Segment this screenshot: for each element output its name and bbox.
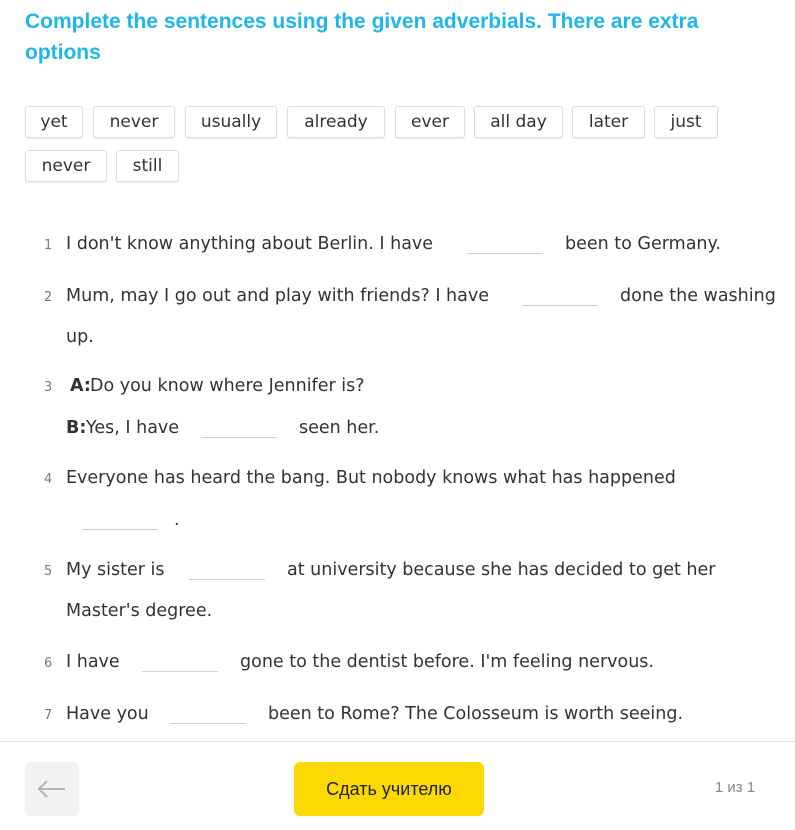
answer-blank[interactable] — [142, 671, 218, 672]
question-number: 6 — [44, 656, 53, 671]
answer-blank[interactable] — [522, 305, 598, 306]
speaker-b: B: — [66, 418, 87, 438]
word-chip[interactable]: yet — [25, 106, 83, 138]
word-chip[interactable]: usually — [185, 106, 277, 138]
speaker-a: A: — [70, 376, 91, 396]
word-chip[interactable]: never — [93, 106, 175, 138]
question-number: 3 — [44, 380, 53, 395]
word-chip[interactable]: never — [25, 150, 107, 182]
word-chip[interactable]: already — [287, 106, 385, 138]
question-text-after: been to Rome? The Colosseum is worth seeing. — [268, 704, 684, 724]
word-chip[interactable]: later — [572, 106, 645, 138]
question-text-before: My sister is — [66, 560, 165, 580]
question-text-before: Yes, I have — [86, 418, 180, 438]
question-text-after-continued: up. — [66, 327, 94, 347]
answer-blank[interactable] — [170, 723, 246, 724]
question-text-after: been to Germany. — [565, 234, 721, 254]
question-text-after: at university because she has decided to get her — [287, 560, 716, 580]
footer-bar — [0, 741, 795, 830]
question-text-after: seen her. — [299, 418, 380, 438]
question-number: 4 — [44, 472, 53, 487]
question-text-before: Have you — [66, 704, 149, 724]
speaker-label-a — [70, 376, 91, 396]
page-indicator: 1 из 1 — [714, 779, 756, 796]
question-text-after: done the washing — [620, 286, 776, 306]
question-text-before: I have — [66, 652, 120, 672]
answer-blank[interactable] — [189, 579, 265, 580]
question-text-after-continued: Master's degree. — [66, 601, 213, 621]
answer-blank[interactable] — [201, 437, 277, 438]
word-chip[interactable]: all day — [474, 106, 563, 138]
question-text-after: gone to the dentist before. I'm feeling nervous. — [240, 652, 654, 672]
word-chip[interactable]: ever — [395, 106, 465, 138]
task-title: Complete the sentences using the given adverbials. There are extra options — [25, 10, 699, 64]
question-text-before: Everyone has heard the bang. But nobody knows what has happened — [66, 468, 676, 488]
answer-blank[interactable] — [467, 253, 543, 254]
arrow-left-icon — [25, 762, 79, 816]
question-number: 5 — [44, 564, 53, 579]
speaker-label-b — [66, 418, 86, 438]
question-number: 7 — [44, 708, 53, 723]
submit-to-teacher-button[interactable]: Сдать учителю — [294, 762, 484, 816]
word-chip[interactable]: just — [654, 106, 718, 138]
question-text-before: Mum, may I go out and play with friends? I have — [66, 286, 489, 306]
word-chip[interactable]: still — [116, 150, 179, 182]
question-text-after: . — [174, 510, 180, 530]
question-text-before: I don't know anything about Berlin. I have — [66, 234, 434, 254]
question-number: 2 — [44, 290, 53, 305]
dialogue-line-a: Do you know where Jennifer is? — [90, 376, 365, 396]
back-button[interactable] — [25, 762, 79, 816]
answer-blank[interactable] — [82, 529, 158, 530]
question-number: 1 — [44, 238, 53, 253]
